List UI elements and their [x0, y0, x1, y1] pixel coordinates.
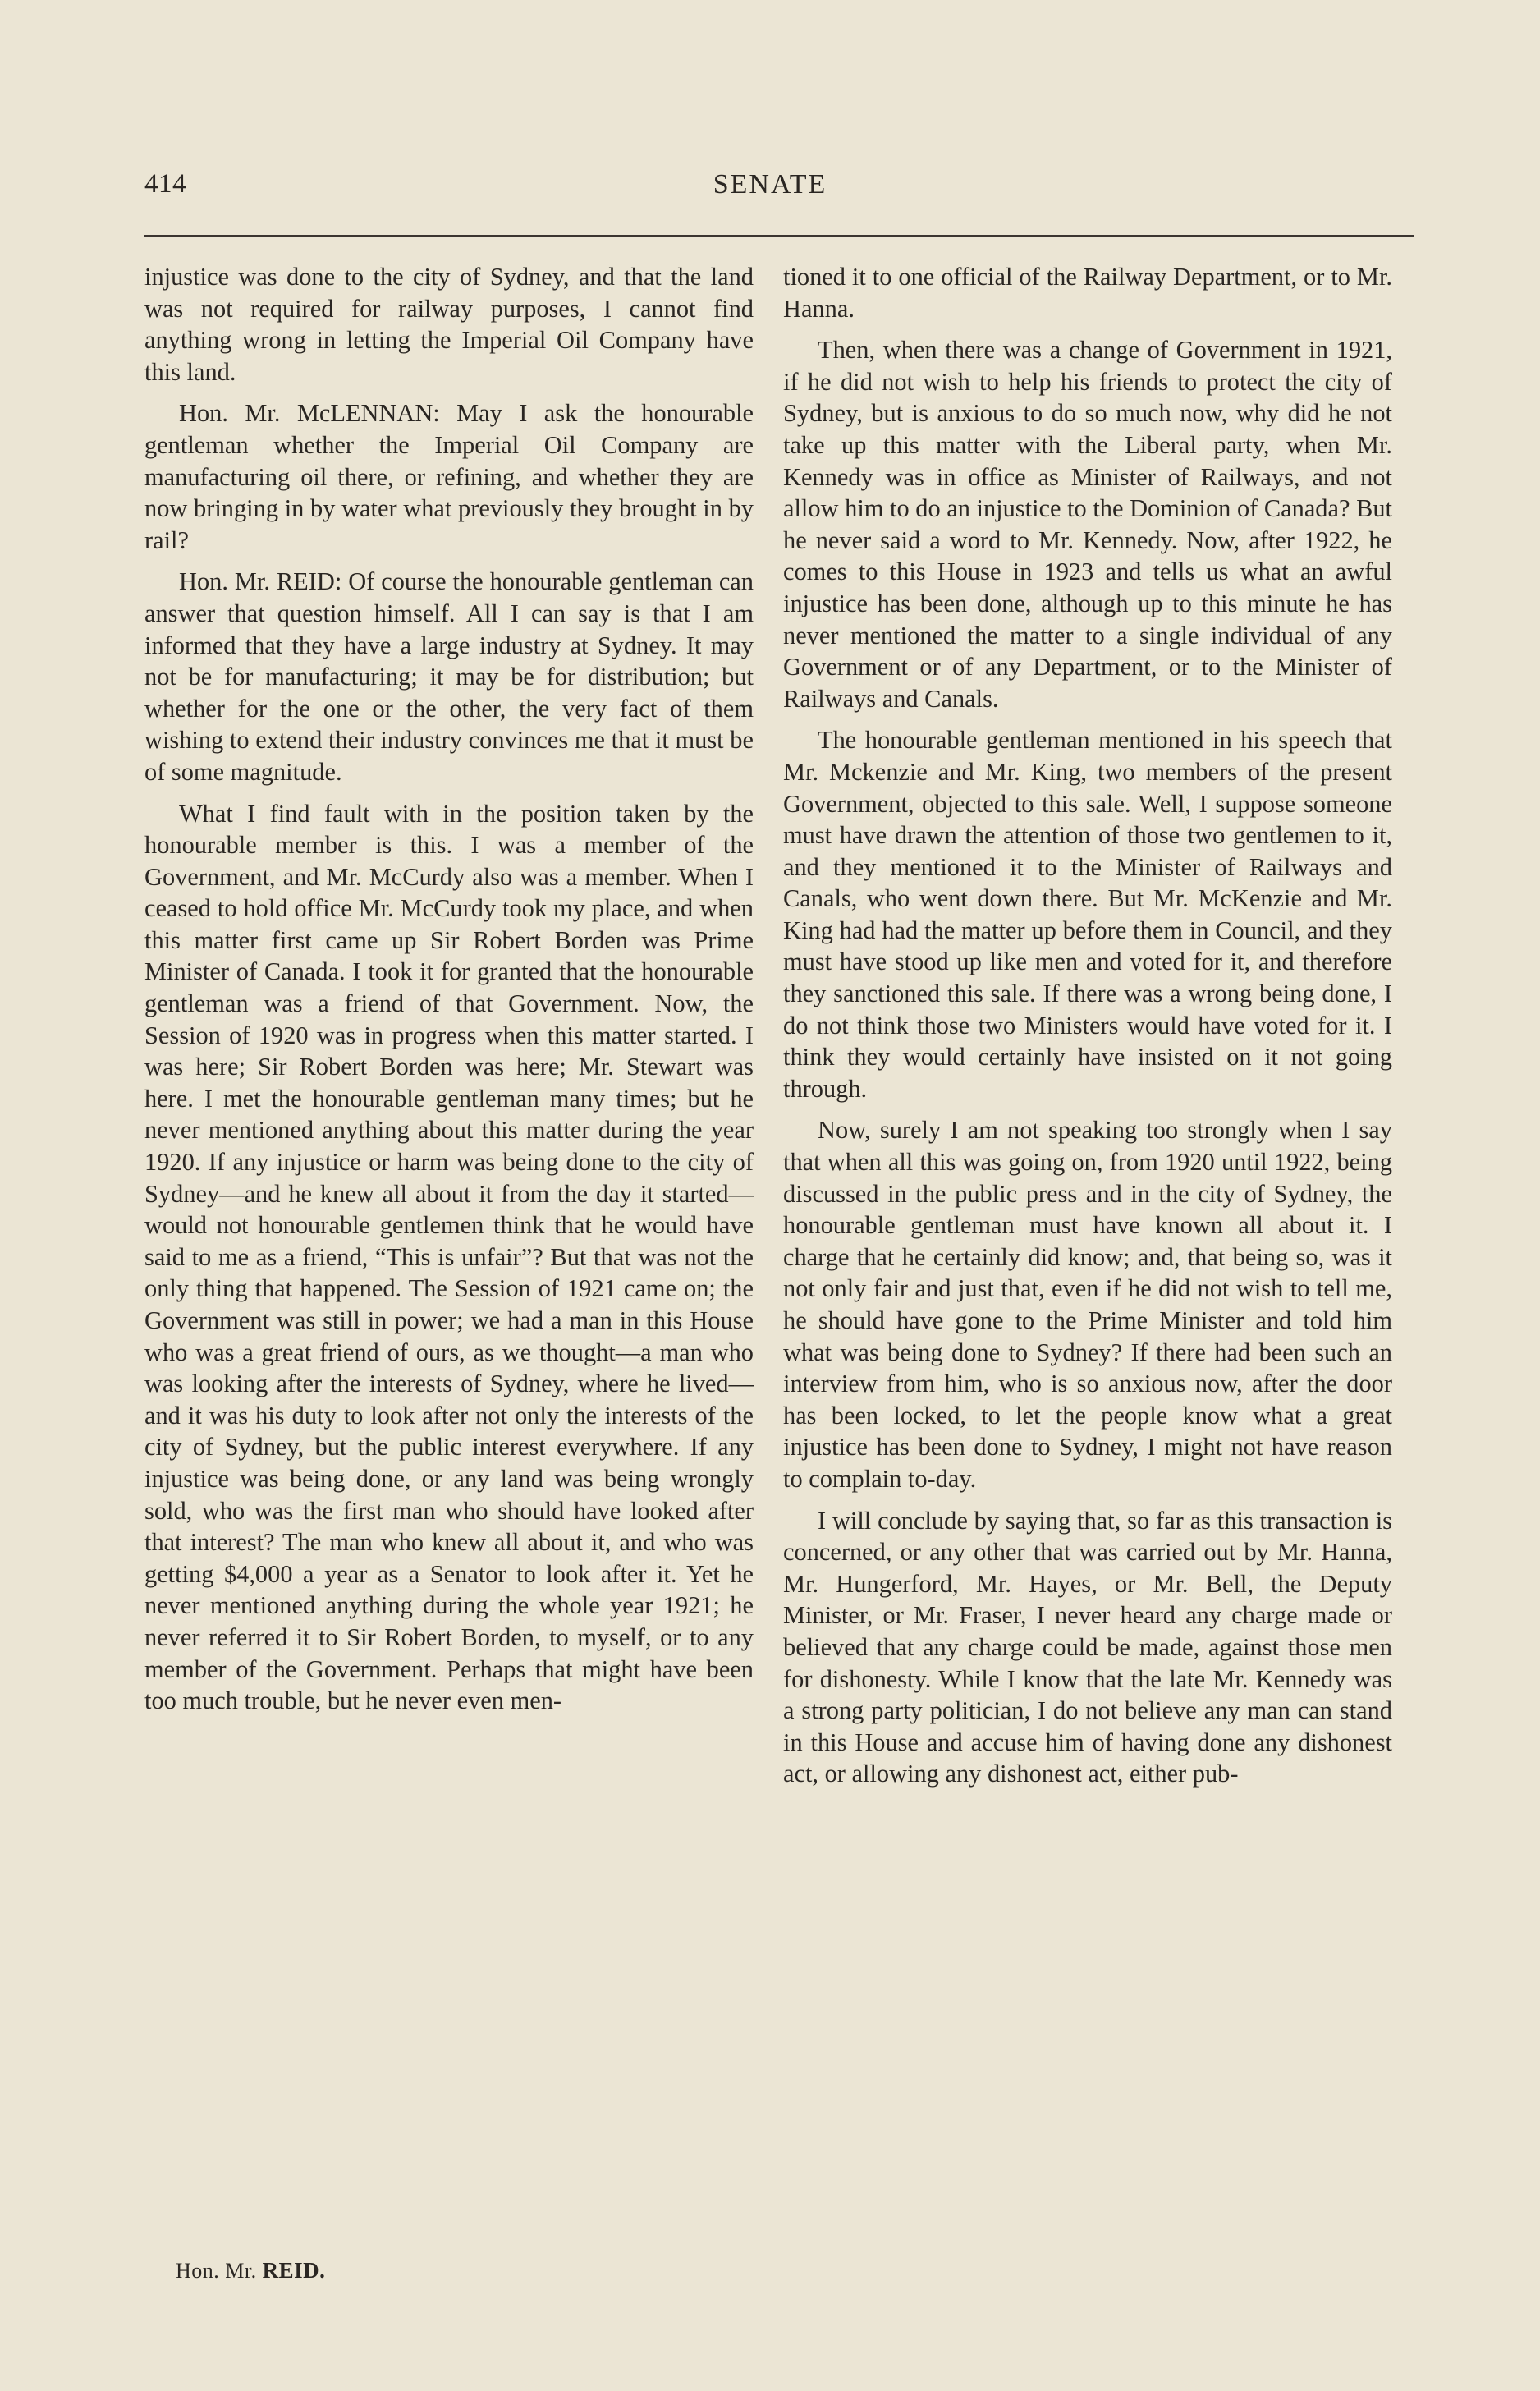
paragraph: injustice was done to the city of Sydney, and that the land was not required for railway purposes, I cannot find anything wrong in letting the Imperial Oil Company have this land. — [144, 263, 754, 386]
paragraph: Hon. Mr. REID: Of course the honourable gentleman can answer that question himself. All I can say is that I am informed that they have a large industry at Sydney. It may not be for manufacturing; it may be for distribution; but whether for the one or the other, the very fact of them wishing to extend their industry convinces me that it must be of some magnitude. — [144, 567, 754, 786]
paragraph: The honourable gentleman mentioned in his speech that Mr. Mckenzie and Mr. King, two members of the present Government, objected to this sale. Well, I suppose someone must have drawn the attention of those two gentlemen to it, and they mentioned it to the Minister of Railways and Canals, who went down there. But Mr. McKenzie and Mr. King had had the matter up before them in Council, and they must have stood up like men and voted for it, and therefore they sanctioned this sale. If there was a wrong being done, I do not think those two Ministers would have voted for it. I think they would certainly have insisted on it not going through. — [783, 726, 1392, 1103]
running-head-title: SENATE — [713, 169, 827, 200]
footer-prefix: Hon. Mr. — [176, 2259, 257, 2283]
page-number: 414 — [144, 169, 186, 199]
paragraph: Now, surely I am not speaking too strongly when I say that when all this was going on, from 1920 until 1922, being discussed in the public press and in the city of Sydney, the honourable gentleman must have known all about it. I charge that he certainly did know; and, that being so, was it not only fair and just that, even if he did not wish to tell me, he should have gone to the Prime Minister and told him what was being done to Sydney? If there had been such an interview from him, who is so anxious now, after the door has been locked, to let the people know what a great injustice has been done to Sydney, I might not have reason to complain to-day. — [783, 1116, 1392, 1493]
footer-speaker-name: REID. — [262, 2258, 326, 2283]
header-rule — [144, 235, 1414, 237]
left-column — [144, 261, 754, 1727]
paragraph: tioned it to one official of the Railway Department, or to Mr. Hanna. — [783, 263, 1392, 323]
footer-speaker — [176, 2258, 325, 2283]
paragraph: What I find fault with in the position taken by the honourable member is this. I was a member of the Government, and Mr. McCurdy also was a member. When I ceased to hold office Mr. McCurdy took my place, and when this matter first came up Sir Robert Borden was Prime Minister of Canada. I took it for granted that the honourable gentleman was a friend of that Government. Now, the Session of 1920 was in progress when this matter started. I was here; Sir Robert Borden was here; Mr. Stewart was here. I met the honourable gentleman many times; but he never mentioned anything about this matter during the year 1920. If any injustice or harm was being done to the city of Sydney—and he knew all about it from the day it started—would not honourable gentlemen think that he would have said to me as a friend, “This is unfair”? But that was not the only thing that happened. The Session of 1921 came on; the Government was still in power; we had a man in this House who was a great friend of ours, as we thought—a man who was looking after the interests of Sydney, where he lived—and it was his duty to look after not only the interests of the city of Sydney, but the public interest everywhere. If any injustice was being done, or any land was being wrongly sold, who was the first man who should have looked after that interest? The man who knew all about it, and who was getting $4,000 a year as a Senator to look after it. Yet he never mentioned anything during the whole year 1921; he never referred it to Sir Robert Borden, to myself, or to any member of the Government. Perhaps that might have been too much trouble, but he never even men- — [144, 799, 754, 1715]
paragraph: Hon. Mr. McLENNAN: May I ask the honourable gentleman whether the Imperial Oil Company are manufacturing oil there, or refining, and whether they are now bringing in by water what previously they brought in by rail? — [144, 399, 754, 554]
paragraph: I will conclude by saying that, so far as this transaction is concerned, or any other that was carried out by Mr. Hanna, Mr. Hungerford, Mr. Hayes, or Mr. Bell, the Deputy Minister, or Mr. Fraser, I never heard any charge made or believed that any charge could be made, against those men for dishonesty. While I know that the late Mr. Kennedy was a strong party politician, I do not believe any man can stand in this House and accuse him of having done any dishonest act, or allowing any dishonest act, either pub- — [783, 1506, 1392, 1788]
paragraph: Then, when there was a change of Government in 1921, if he did not wish to help his friends to protect the city of Sydney, but is anxious to do so much now, why did he not take up this matter with the Liberal party, when Mr. Kennedy was in office as Minister of Railways, and not allow him to do an injustice to the Dominion of Canada? But he never said a word to Mr. Kennedy. Now, after 1922, he comes to this House in 1923 and tells us what an awful injustice has been done, although up to this minute he has never mentioned the matter to a single individual of any Government or of any Department, or to the Minister of Railways and Canals. — [783, 336, 1392, 713]
right-column — [783, 261, 1392, 1800]
